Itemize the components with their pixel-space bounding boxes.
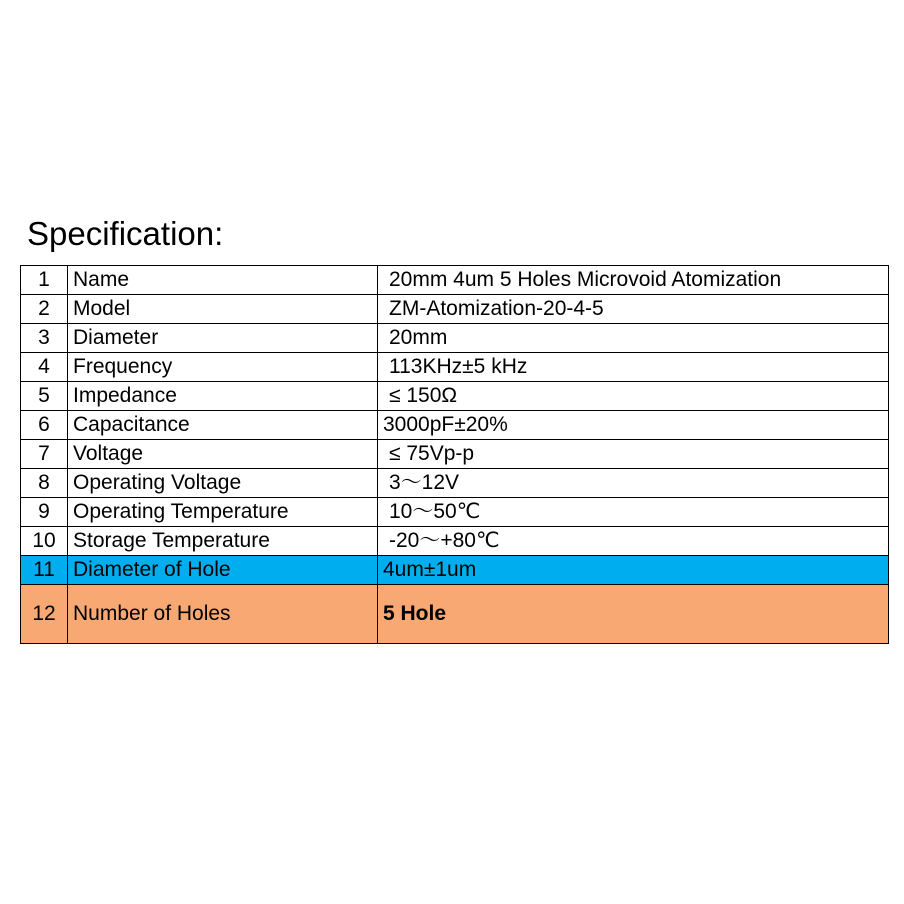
table-row (21, 295, 889, 324)
table-row (21, 440, 889, 469)
spec-label: Operating Voltage (68, 469, 378, 498)
spec-value: ZM-Atomization-20-4-5 (378, 295, 889, 324)
spec-label: Name (68, 266, 378, 295)
spec-label: Number of Holes (68, 585, 378, 644)
spec-value: 4um±1um (378, 556, 889, 585)
spec-value: 113KHz±5 kHz (378, 353, 889, 382)
spec-label: Voltage (68, 440, 378, 469)
row-number: 11 (21, 556, 68, 585)
table-row (21, 527, 889, 556)
table-row (21, 498, 889, 527)
spec-label: Capacitance (68, 411, 378, 440)
table-row (21, 411, 889, 440)
spec-label: Storage Temperature (68, 527, 378, 556)
page-title: Specification: (27, 215, 224, 252)
table-row-highlighted (21, 556, 889, 585)
row-number: 12 (21, 585, 68, 644)
row-number: 9 (21, 498, 68, 527)
spec-value: 5 Hole (378, 585, 889, 644)
spec-value: 10～50℃ (378, 498, 889, 527)
row-number: 8 (21, 469, 68, 498)
spec-value: 3000pF±20% (378, 411, 889, 440)
spec-label: Impedance (68, 382, 378, 411)
row-number: 4 (21, 353, 68, 382)
row-number: 6 (21, 411, 68, 440)
row-number: 5 (21, 382, 68, 411)
table-row (21, 382, 889, 411)
table-row (21, 469, 889, 498)
row-number: 7 (21, 440, 68, 469)
table-row-highlighted (21, 585, 889, 644)
row-number: 10 (21, 527, 68, 556)
spec-value: ≤ 150Ω (378, 382, 889, 411)
spec-label: Model (68, 295, 378, 324)
spec-label: Frequency (68, 353, 378, 382)
spec-label: Diameter (68, 324, 378, 353)
specification-table (20, 265, 889, 644)
spec-value: ≤ 75Vp-p (378, 440, 889, 469)
spec-value: 20mm (378, 324, 889, 353)
table-row (21, 266, 889, 295)
spec-value: 3～12V (378, 469, 889, 498)
spec-value: 20mm 4um 5 Holes Microvoid Atomization (378, 266, 889, 295)
row-number: 3 (21, 324, 68, 353)
spec-label: Operating Temperature (68, 498, 378, 527)
row-number: 2 (21, 295, 68, 324)
table-row (21, 353, 889, 382)
table-row (21, 324, 889, 353)
spec-label: Diameter of Hole (68, 556, 378, 585)
row-number: 1 (21, 266, 68, 295)
spec-value: -20～+80℃ (378, 527, 889, 556)
